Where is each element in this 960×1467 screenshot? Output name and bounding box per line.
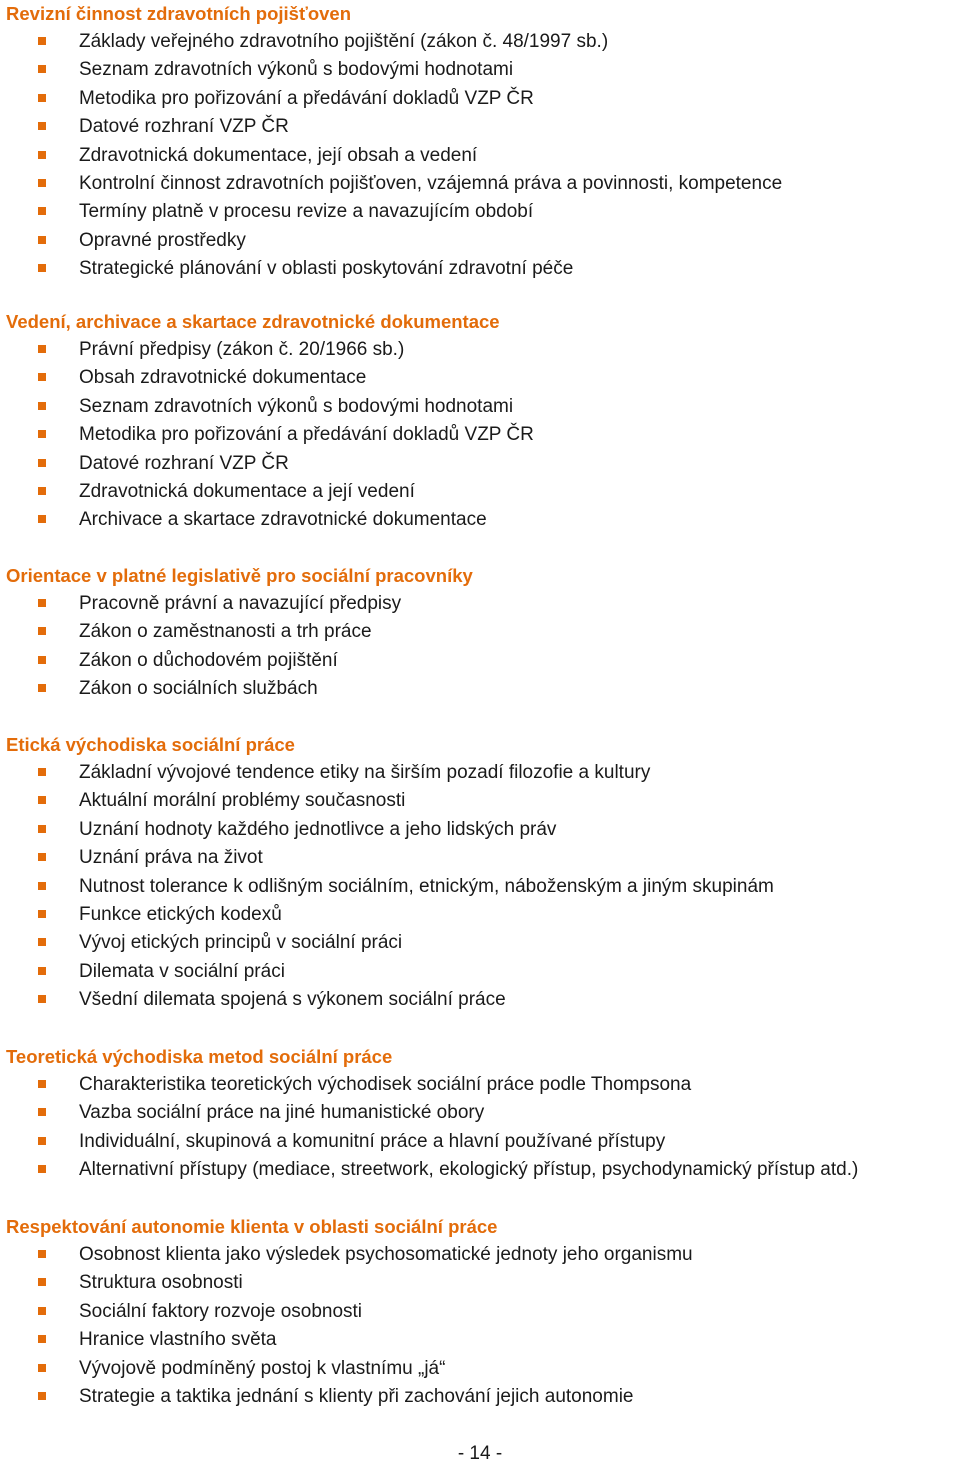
list-item-text: Struktura osobnosti (79, 1272, 243, 1294)
list-item (6, 1355, 956, 1383)
square-bullet-icon (38, 94, 46, 102)
list-item-text: Metodika pro pořizování a předávání dokladů VZP ČR (79, 424, 534, 446)
list-item-text: Zdravotnická dokumentace, její obsah a vedení (79, 144, 478, 166)
square-bullet-icon (38, 236, 46, 244)
list-item (6, 227, 956, 255)
square-bullet-icon (38, 1080, 46, 1088)
list-item-text: Vazba sociální práce na jiné humanistické obory (79, 1102, 485, 1124)
list-item (6, 1071, 956, 1099)
list-item-text: Základní vývojové tendence etiky na širším pozadí filozofie a kultury (79, 762, 651, 783)
list-item-text: Kontrolní činnost zdravotních pojišťoven, vzájemná práva a povinnosti, kompetence (79, 172, 783, 194)
list-item (6, 901, 956, 929)
section-revizni-cinnost (6, 0, 956, 284)
list-item-text: Aktuální morální problémy současnosti (79, 790, 406, 812)
square-bullet-icon (38, 345, 46, 353)
square-bullet-icon (38, 1335, 46, 1343)
square-bullet-icon (38, 967, 46, 975)
list-item (6, 1298, 956, 1326)
page-number: - 14 - (457, 1443, 503, 1464)
list-item (6, 590, 956, 618)
list-item (6, 1269, 956, 1297)
list-item-text: Individuální, skupinová a komunitní práce a hlavní používané přístupy (79, 1130, 666, 1152)
square-bullet-icon (38, 796, 46, 804)
list-item-text: Obsah zdravotnické dokumentace (79, 367, 367, 389)
square-bullet-icon (38, 1108, 46, 1116)
list-item-text: Právní předpisy (zákon č. 20/1966 sb.) (79, 339, 405, 360)
square-bullet-icon (38, 938, 46, 946)
list-item (6, 759, 956, 787)
square-bullet-icon (38, 179, 46, 187)
list-item (6, 506, 956, 534)
section-orientace-legislativa (6, 562, 956, 704)
list-item-text: Sociální faktory rozvoje osobnosti (79, 1300, 363, 1322)
list-item (6, 450, 956, 478)
list-item-text: Všední dilemata spojená s výkonem sociální práce (79, 989, 506, 1011)
square-bullet-icon (38, 1364, 46, 1372)
square-bullet-icon (38, 515, 46, 523)
square-bullet-icon (38, 882, 46, 890)
section-heading: Revizní činnost zdravotních pojišťoven (6, 3, 351, 24)
list-item-text: Opravné prostředky (79, 229, 246, 251)
list-item (6, 28, 956, 56)
list-item (6, 336, 956, 364)
list-item-text: Nutnost tolerance k odlišným sociálním, etnickým, náboženským a jiným skupinám (79, 875, 774, 897)
list-item-text: Archivace a skartace zdravotnické dokumentace (79, 509, 487, 531)
list-item-text: Základy veřejného zdravotního pojištění (zákon č. 48/1997 sb.) (79, 31, 609, 52)
section-heading: Orientace v platné legislativě pro sociální pracovníky (6, 565, 473, 586)
square-bullet-icon (38, 151, 46, 159)
list-item-text: Seznam zdravotních výkonů s bodovými hodnotami (79, 59, 514, 81)
section-heading: Teoretická východiska metod sociální práce (6, 1046, 393, 1067)
list-item-text: Alternativní přístupy (mediace, streetwork, ekologický přístup, psychodynamický přístup atd.) (79, 1159, 859, 1181)
section-teoreticka-vychodiska (6, 1043, 956, 1185)
square-bullet-icon (38, 656, 46, 664)
list-item-text: Strategie a taktika jednání s klienty při zachování jejich autonomie (79, 1385, 634, 1407)
list-item (6, 844, 956, 872)
list-item-text: Pracovně právní a navazující předpisy (79, 593, 402, 614)
list-item-text: Hranice vlastního světa (79, 1329, 277, 1351)
square-bullet-icon (38, 825, 46, 833)
square-bullet-icon (38, 684, 46, 692)
square-bullet-icon (38, 264, 46, 272)
square-bullet-icon (38, 768, 46, 776)
list-item-text: Zdravotnická dokumentace a její vedení (79, 480, 415, 502)
list-item-text: Zákon o zaměstnanosti a trh práce (79, 621, 372, 643)
list-item (6, 929, 956, 957)
square-bullet-icon (38, 1250, 46, 1258)
list-item (6, 142, 956, 170)
list-item (6, 393, 956, 421)
square-bullet-icon (38, 65, 46, 73)
list-item-text: Metodika pro pořizování a předávání dokladů VZP ČR (79, 87, 534, 109)
list-item-text: Vývoj etických principů v sociální práci (79, 932, 403, 954)
bullet-list (6, 1241, 956, 1411)
list-item-text: Strategické plánování v oblasti poskytování zdravotní péče (79, 258, 574, 280)
list-item-text: Uznání hodnoty každého jednotlivce a jeho lidských práv (79, 818, 557, 840)
list-item (6, 958, 956, 986)
bullet-list (6, 1071, 956, 1185)
list-item-text: Zákon o sociálních službách (79, 678, 318, 700)
list-item-text: Seznam zdravotních výkonů s bodovými hodnotami (79, 395, 514, 417)
list-item-text: Charakteristika teoretických východisek sociální práce podle Thompsona (79, 1074, 692, 1095)
square-bullet-icon (38, 459, 46, 467)
square-bullet-icon (38, 37, 46, 45)
bullet-list (6, 759, 956, 1015)
bullet-list (6, 590, 956, 704)
section-heading: Vedení, archivace a skartace zdravotnické dokumentace (6, 311, 500, 332)
section-heading: Respektování autonomie klienta v oblasti sociální práce (6, 1216, 498, 1237)
square-bullet-icon (38, 995, 46, 1003)
list-item (6, 873, 956, 901)
list-item (6, 198, 956, 226)
list-item (6, 421, 956, 449)
square-bullet-icon (38, 373, 46, 381)
section-heading: Etická východiska sociální práce (6, 734, 295, 755)
square-bullet-icon (38, 430, 46, 438)
list-item (6, 1128, 956, 1156)
list-item-text: Datové rozhraní VZP ČR (79, 116, 289, 138)
list-item-text: Vývojově podmíněný postoj k vlastnímu „já“ (79, 1357, 446, 1379)
list-item-text: Osobnost klienta jako výsledek psychosomatické jednoty jeho organismu (79, 1244, 693, 1265)
bullet-list (6, 336, 956, 535)
square-bullet-icon (38, 1137, 46, 1145)
list-item-text: Funkce etických kodexů (79, 903, 282, 925)
square-bullet-icon (38, 207, 46, 215)
square-bullet-icon (38, 1165, 46, 1173)
list-item (6, 170, 956, 198)
square-bullet-icon (38, 1307, 46, 1315)
list-item-text: Uznání práva na život (79, 847, 263, 869)
square-bullet-icon (38, 627, 46, 635)
list-item (6, 1326, 956, 1354)
section-autonomie-klienta (6, 1213, 956, 1411)
list-item (6, 1241, 956, 1269)
bullet-list (6, 28, 956, 284)
list-item (6, 816, 956, 844)
list-item (6, 675, 956, 703)
list-item (6, 618, 956, 646)
list-item (6, 1099, 956, 1127)
list-item-text: Datové rozhraní VZP ČR (79, 452, 289, 474)
square-bullet-icon (38, 402, 46, 410)
list-item (6, 1383, 956, 1411)
list-item-text: Dilemata v sociální práci (79, 960, 285, 982)
list-item (6, 255, 956, 283)
square-bullet-icon (38, 853, 46, 861)
list-item (6, 1156, 956, 1184)
list-item (6, 364, 956, 392)
list-item-text: Zákon o důchodovém pojištění (79, 649, 338, 671)
list-item (6, 85, 956, 113)
square-bullet-icon (38, 1392, 46, 1400)
list-item (6, 56, 956, 84)
section-eticka-vychodiska (6, 731, 956, 1015)
list-item-text: Termíny platně v procesu revize a navazujícím období (79, 201, 534, 223)
list-item (6, 113, 956, 141)
list-item (6, 787, 956, 815)
list-item (6, 478, 956, 506)
square-bullet-icon (38, 122, 46, 130)
section-vedeni-archivace (6, 308, 956, 535)
square-bullet-icon (38, 910, 46, 918)
square-bullet-icon (38, 1278, 46, 1286)
list-item (6, 986, 956, 1014)
square-bullet-icon (38, 599, 46, 607)
list-item (6, 647, 956, 675)
square-bullet-icon (38, 487, 46, 495)
